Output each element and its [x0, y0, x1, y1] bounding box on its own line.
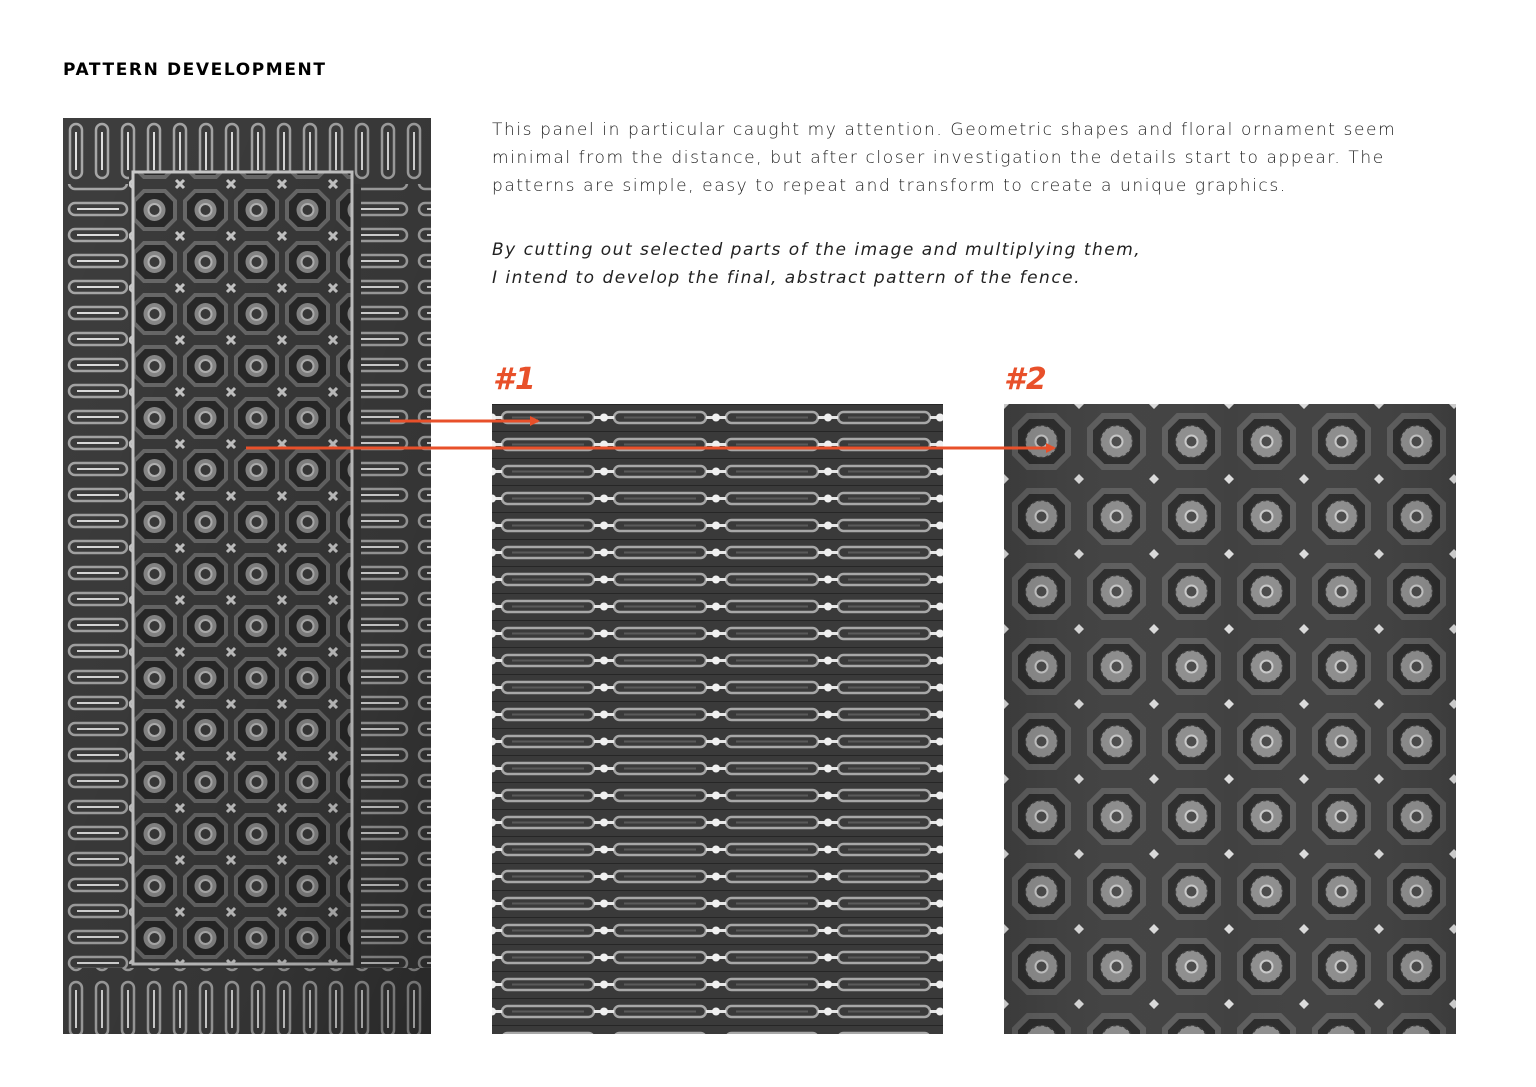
method-note: [492, 236, 1192, 292]
intro-paragraph: This panel in particular caught my attention. Geometric shapes and floral ornament seem minimal from the distance, but after closer investigation the details start to appear. The patterns are simple, easy to repeat and transform to create a unique graphics.: [492, 120, 1397, 196]
method-note-line-2: I intend to develop the final, abstract pattern of the fence.: [492, 268, 1082, 288]
pattern-2-image: [1004, 404, 1456, 1034]
original-panel-image: [63, 118, 431, 1034]
page-title: PATTERN DEVELOPMENT: [63, 60, 327, 80]
pattern-1-image: [492, 404, 943, 1034]
variation-label-1: #1: [493, 362, 537, 397]
method-note-line-1: By cutting out selected parts of the image and multiplying them,: [492, 240, 1142, 260]
variation-label-2: #2: [1004, 362, 1048, 397]
